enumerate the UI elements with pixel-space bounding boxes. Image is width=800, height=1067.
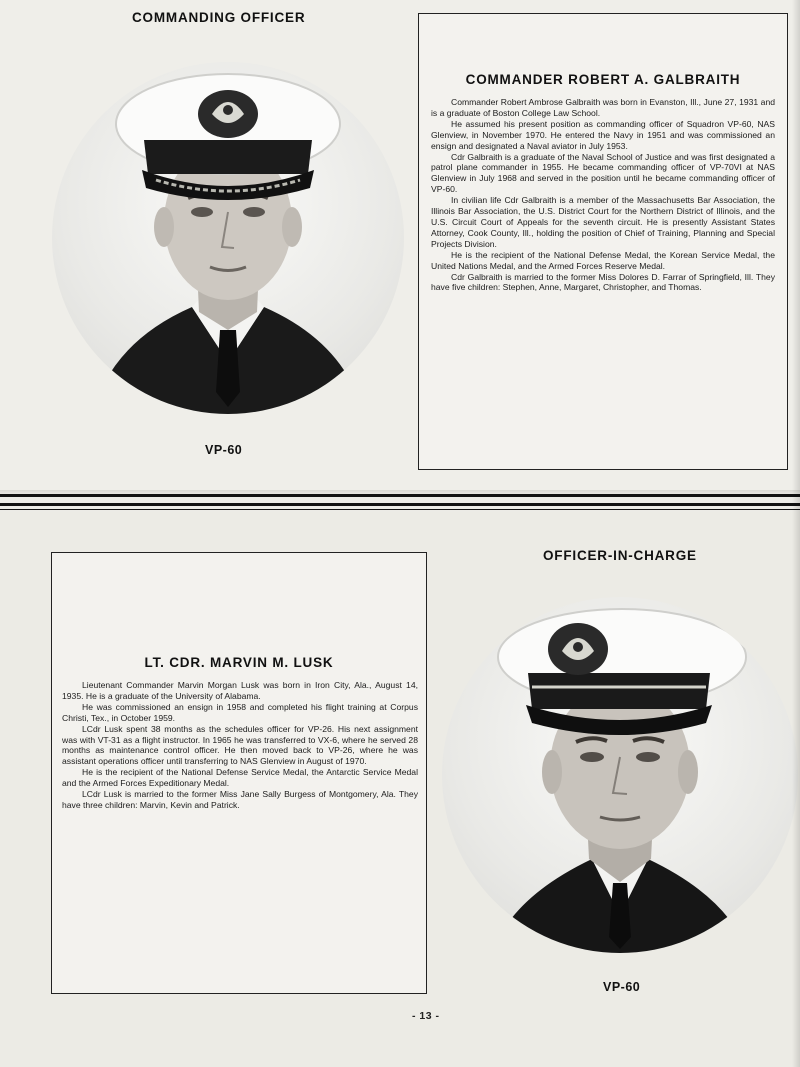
bio-paragraph: Lieutenant Commander Marvin Morgan Lusk was born in Iron City, Ala., August 14, 1935. He is a graduate of the University of Alabama. <box>62 680 418 701</box>
portrait-commanding-officer <box>52 62 404 414</box>
bio-paragraph: He was commissioned an ensign in 1958 and completed his flight training at Corpus Christi, Tex., in October 1959. <box>62 701 418 723</box>
bio-text <box>62 680 418 811</box>
bio-box-commanding-officer <box>418 13 788 470</box>
bio-box-officer-in-charge <box>51 552 427 994</box>
officer-portrait-photo <box>52 62 404 414</box>
portrait-officer-in-charge <box>442 597 798 953</box>
bio-paragraph: In civilian life Cdr Galbraith is a member of the Massachusetts Bar Association, the Illinois Bar Association, the U.S. District Court for the Northern District of Illinois, and the U.S. Circuit Court of Appeals for the seventh circuit. He is presently Assistant States Attorney, Cook County, Ill., holding the position of Chief of Training, Planning and Special Projects Division. <box>431 195 775 249</box>
officer-name: LT. CDR. MARVIN M. LUSK <box>144 655 334 670</box>
bio-paragraph: He assumed his present position as commanding officer of Squadron VP-60, NAS Glenview, in November 1970. He entered the Navy in 1951 and was commissioned an ensign and designated a Naval aviator in July 1953. <box>431 118 775 151</box>
officer-portrait-photo <box>442 597 798 953</box>
divider-rule <box>0 509 800 510</box>
bio-paragraph: He is the recipient of the National Defense Medal, the Korean Service Medal, the United Nations Medal, and the Armed Forces Reserve Medal. <box>431 249 775 271</box>
page-edge-shadow <box>792 0 800 1067</box>
page-number: - 13 - <box>412 1010 440 1022</box>
section-heading-officer-in-charge: OFFICER-IN-CHARGE <box>543 548 697 563</box>
section-heading-commanding-officer: COMMANDING OFFICER <box>132 10 306 25</box>
officer-name: COMMANDER ROBERT A. GALBRAITH <box>465 72 741 87</box>
bio-paragraph: LCdr Lusk spent 38 months as the schedules officer for VP-26. His next assignment was with VT-31 as a flight instructor. In 1965 he was transferred to VX-6, where he served 28 months as maintenance control officer. He then moved back to VP-26, where he was assistant operations officer until transferring to NAS Glenview in August of 1970. <box>62 723 418 767</box>
bio-paragraph: Commander Robert Ambrose Galbraith was born in Evanston, Ill., June 27, 1931 and is a graduate of Boston College Law School. <box>431 97 775 118</box>
portrait-caption: VP-60 <box>205 443 243 457</box>
portrait-caption: VP-60 <box>603 980 641 994</box>
bio-paragraph: He is the recipient of the National Defense Service Medal, the Antarctic Service Medal and the Armed Forces Expeditionary Medal. <box>62 767 418 789</box>
bio-paragraph: Cdr Galbraith is married to the former Miss Dolores D. Farrar of Springfield, Ill. They have five children: Stephen, Anne, Margaret, Christopher, and Thomas. <box>431 271 775 293</box>
divider-rule <box>0 503 800 506</box>
bio-paragraph: Cdr Galbraith is a graduate of the Naval School of Justice and was first designated a patrol plane commander in 1955. He became commanding officer of VP-70VI at NAS Glenview in July 1968 and served in the position until he became commanding officer of VP-60. <box>431 151 775 195</box>
divider-rule <box>0 494 800 497</box>
bio-paragraph: LCdr Lusk is married to the former Miss Jane Sally Burgess of Montgomery, Ala. They have three children: Marvin, Kevin and Patrick. <box>62 789 418 810</box>
bio-text <box>431 97 775 293</box>
